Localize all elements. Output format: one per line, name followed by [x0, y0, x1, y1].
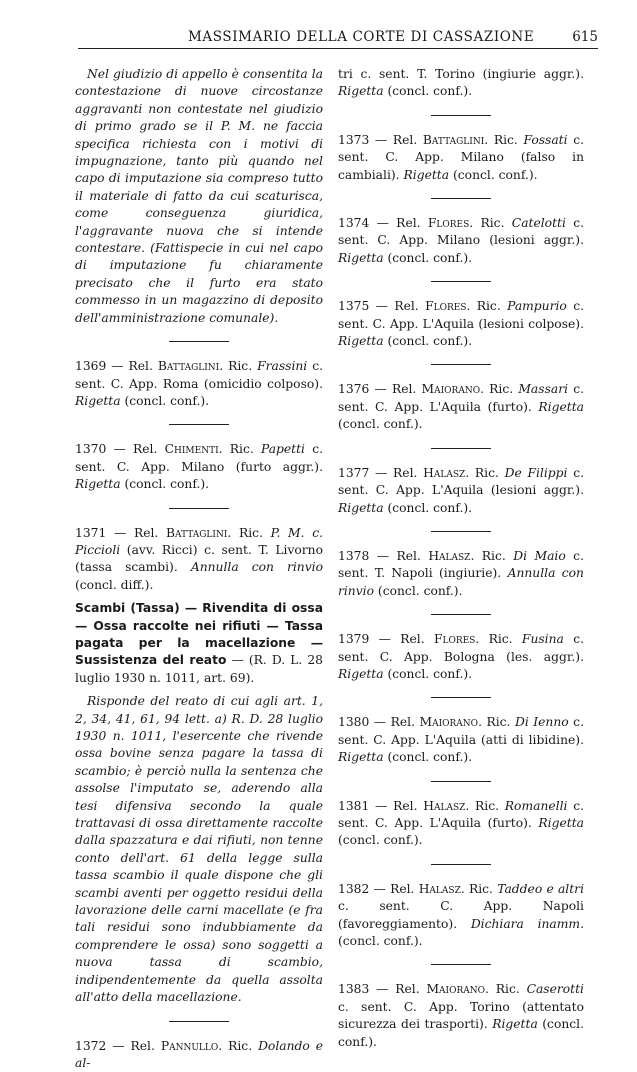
conclusion: (concl. conf.). — [384, 251, 473, 265]
ric-label: . Ric. — [480, 382, 518, 396]
rel-label: — Rel. — [369, 715, 419, 729]
ric-label: . Ric. — [485, 982, 527, 996]
appellant: Fossati — [523, 133, 567, 147]
conclusion: (concl. conf.). — [384, 667, 473, 681]
entry-text: c. sent. C. App. L'Aquila (atti di libidine). — [338, 715, 584, 746]
decision: Rigetta — [338, 334, 384, 348]
entry-text: c. sent. C. App. Bologna (les. aggr.). — [338, 632, 584, 663]
entry-number: 1370 — [75, 442, 106, 456]
rel-label: — Rel. — [369, 549, 428, 563]
entry-1372-continued — [338, 66, 584, 101]
rel-label: — Rel. — [369, 216, 428, 230]
entry-text: c. sent. C. App. L'Aquila (furto). — [338, 799, 584, 830]
conclusion: (concl. conf.). — [384, 334, 473, 348]
entry-number: 1374 — [338, 216, 369, 230]
appellant: Romanelli — [505, 799, 568, 813]
appellant: Catelotti — [512, 216, 566, 230]
reporter: Maiorano — [426, 982, 485, 996]
reporter: Chimenti — [165, 442, 219, 456]
entry-text: c. sent. C. App. Milano (furto aggr.). — [75, 442, 323, 473]
entry-text: c. sent. C. App. L'Aquila (lesioni colpose). — [338, 299, 584, 330]
separator — [169, 1021, 229, 1022]
conclusion: (concl. conf.). — [384, 750, 473, 764]
separator — [431, 864, 491, 865]
reporter: Battaglini — [158, 359, 219, 373]
entry-text: c. sent. C. App. Roma (omicidio colposo). — [75, 359, 323, 390]
reporter: Halasz — [419, 882, 461, 896]
heading-reference: — (R. D. L. 28 luglio 1930 n. 1011, art. 69). — [75, 653, 323, 684]
entry-text: c. sent. C. App. Torino (attentato sicurezza dei trasporti). — [338, 1000, 584, 1031]
entry — [338, 714, 584, 766]
reporter: Battaglini — [423, 133, 484, 147]
decision: Rigetta — [338, 501, 384, 515]
left-column — [75, 66, 323, 1072]
separator — [169, 508, 229, 509]
ric-label: . Ric. — [465, 466, 504, 480]
rel-label: — Rel. — [369, 466, 423, 480]
reporter: Flores — [434, 632, 475, 646]
separator — [431, 198, 491, 199]
heading-bold: Scambi (Tassa) — Rivendita di ossa — Ossa raccolte nei rifiuti — Tassa pagata per la macellazione — Sussistenza del reato — [75, 601, 323, 667]
rel-label: — Rel. — [106, 442, 164, 456]
conclusion: (concl. conf.). — [449, 168, 538, 182]
decision: Rigetta — [75, 394, 121, 408]
conclusion: (concl. conf.). — [338, 934, 423, 948]
decision: Annulla con rinvio — [338, 566, 584, 597]
appellant: Massari — [518, 382, 568, 396]
entry-number: 1378 — [338, 549, 369, 563]
appellant: Di Maio — [513, 549, 566, 563]
reporter: Flores — [425, 299, 466, 313]
rel-label: — Rel. — [369, 882, 418, 896]
ric-label: . Ric. — [470, 549, 513, 563]
entry-text: c. sent. C. App. Napoli (favoreggiamento). — [338, 899, 584, 930]
entry-text: c. sent. C. App. L'Aquila (furto). — [338, 382, 584, 413]
conclusion: (concl. conf.). — [384, 501, 473, 515]
reporter: Pannullo — [161, 1039, 218, 1053]
ric-label: . Ric. — [218, 1039, 258, 1053]
ric-label: . Ric. — [461, 882, 497, 896]
entry-1370 — [75, 441, 323, 493]
separator — [431, 115, 491, 116]
entry-number: 1371 — [75, 526, 106, 540]
ric-label: . Ric. — [478, 715, 515, 729]
separator — [431, 448, 491, 449]
conclusion: (concl. conf.). — [121, 477, 210, 491]
rel-label: — Rel. — [369, 382, 421, 396]
entry-number: 1376 — [338, 382, 369, 396]
entry — [338, 798, 584, 850]
appellant: Taddeo e altri — [497, 882, 584, 896]
separator — [431, 614, 491, 615]
entry — [338, 981, 584, 1051]
entry-number: 1373 — [338, 133, 369, 147]
decision: Rigetta — [338, 84, 384, 98]
conclusion: (concl. conf.). — [374, 584, 463, 598]
separator — [169, 341, 229, 342]
entry-number: 1382 — [338, 882, 369, 896]
separator — [431, 697, 491, 698]
conclusion: (concl. conf.). — [338, 417, 423, 431]
rel-label: — Rel. — [369, 133, 423, 147]
entry-number: 1383 — [338, 982, 369, 996]
ric-label: . Ric. — [484, 133, 523, 147]
entry-text: c. sent. C. App. L'Aquila (lesioni aggr.). — [338, 466, 584, 497]
appellant: Fusina — [522, 632, 564, 646]
entry-number: 1372 — [75, 1039, 106, 1053]
rel-label: — Rel. — [369, 632, 434, 646]
entry-1372 — [75, 1038, 323, 1072]
entry-text: (avv. Ricci) c. sent. T. Livorno (tassa scambi). — [75, 543, 323, 574]
appellant: P. M. c. Piccioli — [75, 526, 323, 557]
separator — [431, 531, 491, 532]
decision: Rigetta — [404, 168, 450, 182]
ric-label: . Ric. — [475, 632, 522, 646]
rel-label: — Rel. — [369, 299, 425, 313]
entry-number: 1381 — [338, 799, 369, 813]
entry-text: tri c. sent. T. Torino (ingiurie aggr.). — [338, 67, 584, 81]
appellant: Dolando e al- — [75, 1039, 323, 1070]
entry — [338, 631, 584, 683]
entry — [338, 215, 584, 267]
entry — [338, 298, 584, 350]
reporter: Flores — [428, 216, 469, 230]
conclusion: (concl. conf.). — [338, 1017, 584, 1048]
maxim-text-2: Risponde del reato di cui agli art. 1, 2, 34, 41, 61, 94 lett. a) R. D. 28 luglio 1930 n. 1011, l'esercente che rivende ossa bovine senza pagare la tassa di scambio; è perciò nulla la sentenza che assolse l'imputato se, aderendo alla tesi difensiva secondo la quale trattavasi di ossa direttamente raccolte dalla spazzatura e dai rifiuti, non tenne conto dell'art. 61 della legge sulla tassa scambio il quale dispone che gli scambi aventi per oggetto residui della lavorazione delle carni macellate (e fra tali residui sono indubbiamente da comprendere le ossa) sono soggetti a nuova tassa di scambio, indipendentemente da quella assolta all'atto della macellazione. — [75, 693, 323, 1006]
entry — [338, 465, 584, 517]
decision: Rigetta — [338, 251, 384, 265]
conclusion: (concl. conf.). — [384, 84, 473, 98]
reporter: Halasz — [423, 799, 465, 813]
rel-label: — Rel. — [369, 982, 426, 996]
ric-label: . Ric. — [465, 799, 504, 813]
separator — [431, 281, 491, 282]
entry-number: 1375 — [338, 299, 369, 313]
entry-1371 — [75, 525, 323, 595]
entry — [338, 132, 584, 184]
separator — [431, 781, 491, 782]
appellant: Pampurio — [507, 299, 567, 313]
separator — [431, 964, 491, 965]
right-entries — [338, 115, 584, 1051]
maxim-text: Nel giudizio di appello è consentita la contestazione di nuove circostanze aggravanti non contestate nel giudizio di primo grado se il P. M. ne faccia specifica richiesta con i motivi di impugnazione, tanto più quando nel capo di imputazione sia compreso tutto il materiale di fatto da cui scaturisca, come conseguenza giuridica, l'aggravante nuova che si intende contestare. (Fattispecie in cui nel capo di imputazione fu chiaramente precisato che il furto era stato commesso in un magazzino di deposito dell'amministrazione comunale). — [75, 66, 323, 327]
reporter: Battaglini — [166, 526, 227, 540]
entry-text: c. sent. C. App. Milano (falso in cambiali). — [338, 133, 584, 182]
entry-text: c. sent. T. Napoli (ingiurie). — [338, 549, 584, 580]
appellant: Papetti — [261, 442, 305, 456]
ric-label: . Ric. — [227, 526, 270, 540]
decision: Rigetta — [338, 667, 384, 681]
ric-label: . Ric. — [219, 442, 261, 456]
decision: Annulla con rinvio — [191, 560, 323, 574]
ric-label: . Ric. — [469, 216, 512, 230]
entry-number: 1379 — [338, 632, 369, 646]
decision: Rigetta — [75, 477, 121, 491]
conclusion: (concl. conf.). — [338, 833, 423, 847]
decision: Rigetta — [538, 816, 584, 830]
reporter: Maiorano — [420, 715, 479, 729]
entry — [338, 381, 584, 433]
rel-label: — Rel. — [106, 359, 158, 373]
appellant: Di Ienno — [515, 715, 569, 729]
decision: Rigetta — [338, 750, 384, 764]
decision: Rigetta — [492, 1017, 538, 1031]
ric-label: . Ric. — [466, 299, 507, 313]
entry-1369 — [75, 358, 323, 410]
conclusion: (concl. conf.). — [121, 394, 210, 408]
rel-label: — Rel. — [369, 799, 423, 813]
appellant: Frassini — [257, 359, 307, 373]
entry-number: 1380 — [338, 715, 369, 729]
entry — [338, 548, 584, 600]
entry-number: 1369 — [75, 359, 106, 373]
entry-number: 1377 — [338, 466, 369, 480]
reporter: Maiorano — [422, 382, 481, 396]
entry — [338, 881, 584, 951]
right-column — [338, 66, 584, 1051]
section-heading — [75, 600, 323, 687]
header-rule — [78, 48, 598, 49]
reporter: Halasz — [423, 466, 465, 480]
running-title: MASSIMARIO DELLA CORTE DI CASSAZIONE — [188, 29, 534, 45]
page-number: 615 — [572, 29, 598, 45]
decision: Rigetta — [538, 400, 584, 414]
conclusion: (concl. diff.). — [75, 578, 153, 592]
rel-label: — Rel. — [106, 526, 166, 540]
reporter: Halasz — [428, 549, 470, 563]
decision: Dichiara inamm. — [471, 917, 584, 931]
page-header — [78, 26, 598, 50]
rel-label: — Rel. — [106, 1039, 161, 1053]
appellant: Caserotti — [527, 982, 584, 996]
entry-text: c. sent. C. App. Milano (lesioni aggr.). — [338, 216, 584, 247]
ric-label: . Ric. — [219, 359, 257, 373]
separator — [169, 424, 229, 425]
separator — [431, 364, 491, 365]
appellant: De Filippi — [505, 466, 568, 480]
